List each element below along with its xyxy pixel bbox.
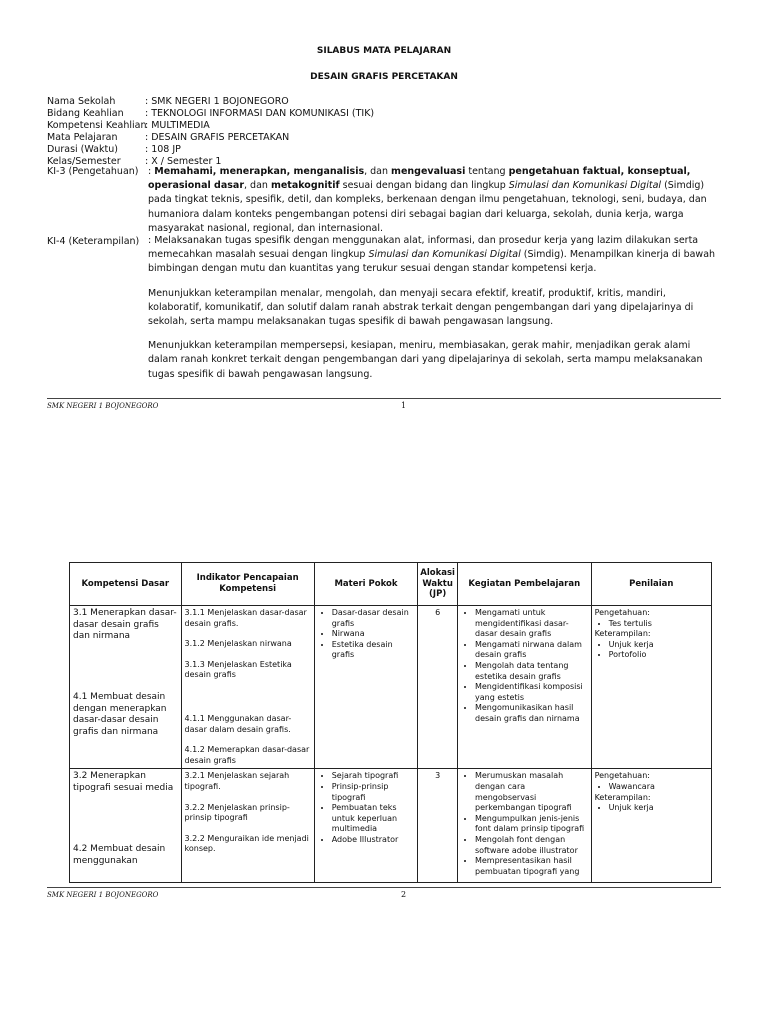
info-value: : TEKNOLOGI INFORMASI DAN KOMUNIKASI (TIK)	[145, 108, 375, 119]
header-alokasi: Alokasi Waktu (JP)	[418, 563, 458, 606]
ki3-text-5: (Simdig) pada tingkat teknis, spesifik, detil, dan kompleks, berkenaan dengan ilmu pengetahuan, teknologi, seni, budaya, dan humaniora dalam konteks pengembangan potensi diri sebagai bagian dari keluarga, sekolah, dunia kerja, warga masyarakat nasional, regional, dan internasional.	[148, 180, 707, 234]
info-label: Durasi (Waktu)	[47, 144, 118, 155]
header-penilaian: Penilaian	[591, 563, 711, 606]
table-row	[70, 769, 712, 883]
info-value: : SMK NEGERI 1 BOJONEGORO	[145, 96, 289, 107]
page1-footer-page-number: 1	[401, 401, 407, 410]
page1-footer-school: SMK NEGERI 1 BOJONEGORO	[47, 402, 159, 410]
penilaian-label: Pengetahuan:	[594, 608, 650, 617]
ki3-bold-4: metakognitif	[270, 180, 340, 192]
ki3-bold-1: Memahami, menerapkan, menganalisis	[154, 166, 365, 177]
syllabus-table	[69, 562, 712, 883]
list-item: • Portofolio	[609, 650, 708, 661]
materi-cell	[314, 606, 418, 769]
list-item: • Estetika desain grafis	[332, 640, 415, 661]
page1-footer-line	[47, 398, 721, 399]
info-row-duration	[47, 144, 181, 156]
page2-footer-line	[47, 887, 721, 888]
list-item: • Mempresentasikan hasil pembuatan tipografi yang	[475, 856, 588, 877]
ki4-p3: Menunjukkan keterampilan mempersepsi, kesiapan, meniru, membiasakan, gerak mahir, menjadikan gerak alami dalam ranah konkret terkait dengan pengembangan dari yang dipelajarinya di sekolah, serta mampu melaksanakan tugas spesifik di bawah pengawasan langsung.	[148, 340, 703, 380]
header-kegiatan: Kegiatan Pembelajaran	[457, 563, 591, 606]
kegiatan-cell	[457, 769, 591, 883]
jp-cell: 6	[418, 606, 458, 769]
kd-item: 4.2 Membuat desain menggunakan	[73, 844, 166, 866]
info-row-school	[47, 96, 289, 108]
info-label: Kompetensi Keahlian	[47, 120, 147, 131]
penilaian-cell	[591, 606, 711, 769]
ki4-text	[148, 234, 720, 382]
header-kd: Kompetensi Dasar	[70, 563, 182, 606]
list-item: • Unjuk kerja	[609, 803, 708, 814]
ki4-p2: Menunjukkan keterampilan menalar, mengolah, dan menyaji secara efektif, kreatif, produktif, kritis, mandiri, kolaboratif, komunikatif, dan solutif dalam ranah abstrak terkait dengan pengembangan dari yang dipelajarinya di sekolah, serta mampu melaksanakan tugas spesifik di bawah pengawasan langsung.	[148, 287, 694, 328]
list-item: • Tes tertulis	[609, 619, 708, 630]
list-item: • Unjuk kerja	[609, 640, 708, 651]
list-item: • Prinsip-prinsip tipografi	[332, 782, 415, 803]
kegiatan-cell	[457, 606, 591, 769]
indicator-item: 4.1.1 Menggunakan dasar-dasar dalam desain grafis.	[184, 713, 292, 734]
indicator-item: 3.1.1 Menjelaskan dasar-dasar desain grafis.	[184, 608, 307, 628]
page2-footer-school: SMK NEGERI 1 BOJONEGORO	[47, 891, 159, 899]
info-value: : 108 JP	[145, 144, 181, 155]
list-item: • Wawancara	[609, 782, 708, 793]
info-label: Kelas/Semester	[47, 156, 121, 167]
list-item: • Sejarah tipografi	[332, 771, 415, 782]
list-item: • Mengumpulkan jenis-jenis font dalam prinsip tipografi	[475, 814, 588, 835]
ki3-italic-1: Simulasi dan Komunikasi Digital	[508, 180, 662, 192]
ki3-text-4: sesuai dengan bidang dan lingkup	[339, 180, 509, 192]
kd-cell	[70, 769, 182, 883]
indicator-item: 3.1.3 Menjelaskan Estetika desain grafis	[184, 659, 292, 680]
kd-item: 4.1 Membuat desain dengan menerapkan dasar-dasar desain grafis dan nirmana	[73, 692, 167, 737]
materi-cell	[314, 769, 418, 883]
info-label: Bidang Keahlian	[47, 108, 124, 119]
indicator-item: 3.1.2 Menjelaskan nirwana	[184, 639, 292, 649]
kd-item: 3.1 Menerapkan dasar-dasar desain grafis dan nirmana	[73, 608, 177, 641]
ki3-text-1: , dan	[364, 166, 392, 177]
indicator-item: 3.2.2 Menjelaskan prinsip-prinsip tipografi	[184, 802, 290, 823]
info-row-subject	[47, 132, 289, 144]
syllabus-title: SILABUS MATA PELAJARAN	[316, 46, 452, 56]
info-row-competency	[47, 120, 210, 132]
ki3-bold-2: mengevaluasi	[391, 166, 466, 177]
list-item: • Mengamati untuk mengidentifikasi dasar-dasar desain grafis	[475, 608, 588, 640]
penilaian-cell	[591, 769, 711, 883]
list-item: • Mengamati nirwana dalam desain grafis	[475, 640, 588, 661]
ki3-text	[148, 165, 720, 236]
list-item: • Adobe Illustrator	[332, 835, 415, 846]
ki4-p1-a: : Melaksanakan tugas spesifik dengan menggunakan alat, informasi, dan prosedur kerja yang lazim dilakukan serta memecahkan masalah sesuai dengan lingkup	[148, 235, 699, 261]
indicator-item: 3.2.1 Menjelaskan sejarah tipografi.	[184, 771, 290, 791]
table-row	[70, 606, 712, 769]
header-ipk: Indikator Pencapaian Kompetensi	[181, 563, 314, 606]
ki4-label: KI-4 (Keterampilan)	[47, 236, 140, 247]
info-row-field	[47, 108, 374, 120]
ki4-p1-b: (Simdig). Menampilkan kinerja di bawah bimbingan dengan mutu dan kuantitas yang terukur sesuai dengan standar kompetensi kerja.	[148, 249, 716, 275]
page2-footer-page-number: 2	[401, 890, 407, 899]
info-value: : MULTIMEDIA	[145, 120, 210, 131]
info-value: : X / Semester 1	[145, 156, 222, 167]
jp-cell: 3	[418, 769, 458, 883]
penilaian-label: Keterampilan:	[594, 629, 651, 639]
header-materi: Materi Pokok	[314, 563, 418, 606]
penilaian-label: Pengetahuan:	[594, 771, 650, 781]
list-item: • Pembuatan teks untuk keperluan multimedia	[332, 803, 415, 835]
list-item: • Dasar-dasar desain grafis	[332, 608, 415, 629]
list-item: • Mengidentifikasi komposisi yang estetis	[475, 682, 588, 703]
kd-cell	[70, 606, 182, 769]
list-item: • Merumuskan masalah dengan cara mengobservasi perkembangan tipografi	[475, 771, 588, 813]
ki3-bold-3: pengetahuan faktual, konseptual, operasional dasar	[148, 166, 691, 192]
indicator-cell	[181, 606, 314, 769]
ki3-text-2: tentang	[465, 166, 509, 177]
list-item: • Mengolah data tentang estetika desain grafis	[475, 661, 588, 682]
penilaian-label: Keterampilan:	[594, 792, 651, 802]
list-item: • Mengolah font dengan software adobe illustrator	[475, 835, 588, 856]
indicator-item: 3.2.2 Menguraikan ide menjadi konsep.	[184, 833, 309, 854]
subject-title: DESAIN GRAFIS PERCETAKAN	[310, 72, 458, 82]
info-value: : DESAIN GRAFIS PERCETAKAN	[145, 132, 290, 143]
ki3-label: KI-3 (Pengetahuan)	[47, 166, 139, 177]
table-header-row	[70, 563, 712, 606]
list-item: • Mengomunikasikan hasil desain grafis dan nirnama	[475, 703, 588, 724]
indicator-cell	[181, 769, 314, 883]
list-item: • Nirwana	[332, 629, 415, 640]
ki4-p1-italic: Simulasi dan Komunikasi Digital	[368, 249, 521, 261]
info-label: Nama Sekolah	[47, 96, 116, 107]
kd-item: 3.2 Menerapkan tipografi sesuai media	[73, 771, 174, 793]
ki3-colon: :	[148, 166, 155, 177]
indicator-item: 4.1.2 Memerapkan dasar-dasar desain grafis	[184, 745, 310, 765]
ki3-text-3: , dan	[244, 180, 271, 192]
info-label: Mata Pelajaran	[47, 132, 118, 143]
